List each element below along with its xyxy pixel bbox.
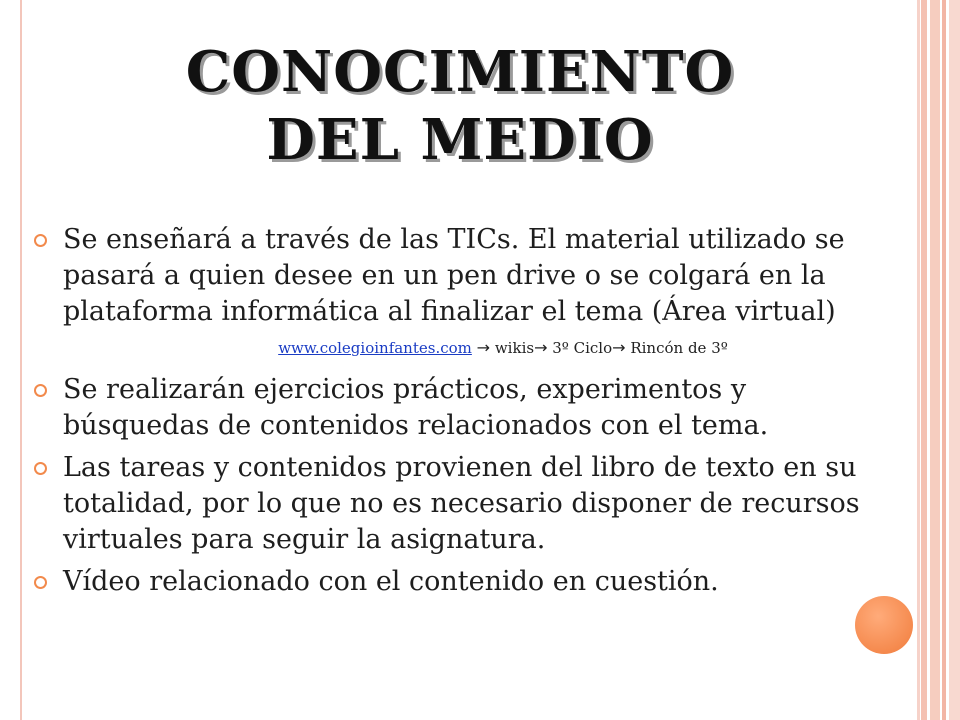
title-line-1: CONOCIMIENTO [185,39,735,105]
bullet-circle-icon [34,384,47,397]
slide-content [30,222,890,600]
bullet-text: Las tareas y contenidos provienen del libro de texto en su totalidad, por lo que no es necesario disponer de recursos virtuales para seguir la asignatura. [63,452,860,555]
bullet-item [30,372,890,444]
bullet-text: Vídeo relacionado con el contenido en cuestión. [63,566,719,597]
bullet-circle-icon [34,462,47,475]
link-path-step: Rincón de 3º [630,339,728,357]
left-frame-line [20,0,22,720]
link-path-step: 3º Ciclo [552,339,613,357]
bullet-item [30,564,890,600]
bullet-item [30,450,890,558]
link-path-step: wikis [494,339,535,357]
decor-stripe [930,0,940,720]
bullet-text: Se enseñará a través de las TICs. El material utilizado se pasará a quien desee en un pen drive o se colgará en la plataforma informática al finalizar el tema (Área virtual) [63,224,845,327]
bullet-circle-icon [34,234,47,247]
title-line-2: DEL MEDIO [266,107,654,173]
bullet-text: Se realizarán ejercicios prácticos, experimentos y búsquedas de contenidos relacionados con el tema. [63,374,769,441]
decor-stripe [949,0,960,720]
decor-orange-circle [855,596,913,654]
bullet-item [30,222,890,330]
slide-title [60,38,860,174]
website-link[interactable]: www.colegioinfantes.com [278,339,472,357]
bullet-circle-icon [34,576,47,589]
arrow-right-icon: → [476,338,491,357]
link-path [30,338,890,358]
decor-stripe [917,0,920,720]
arrow-right-icon: → [534,338,548,357]
arrow-right-icon: → [612,338,626,357]
decor-stripe [921,0,927,720]
